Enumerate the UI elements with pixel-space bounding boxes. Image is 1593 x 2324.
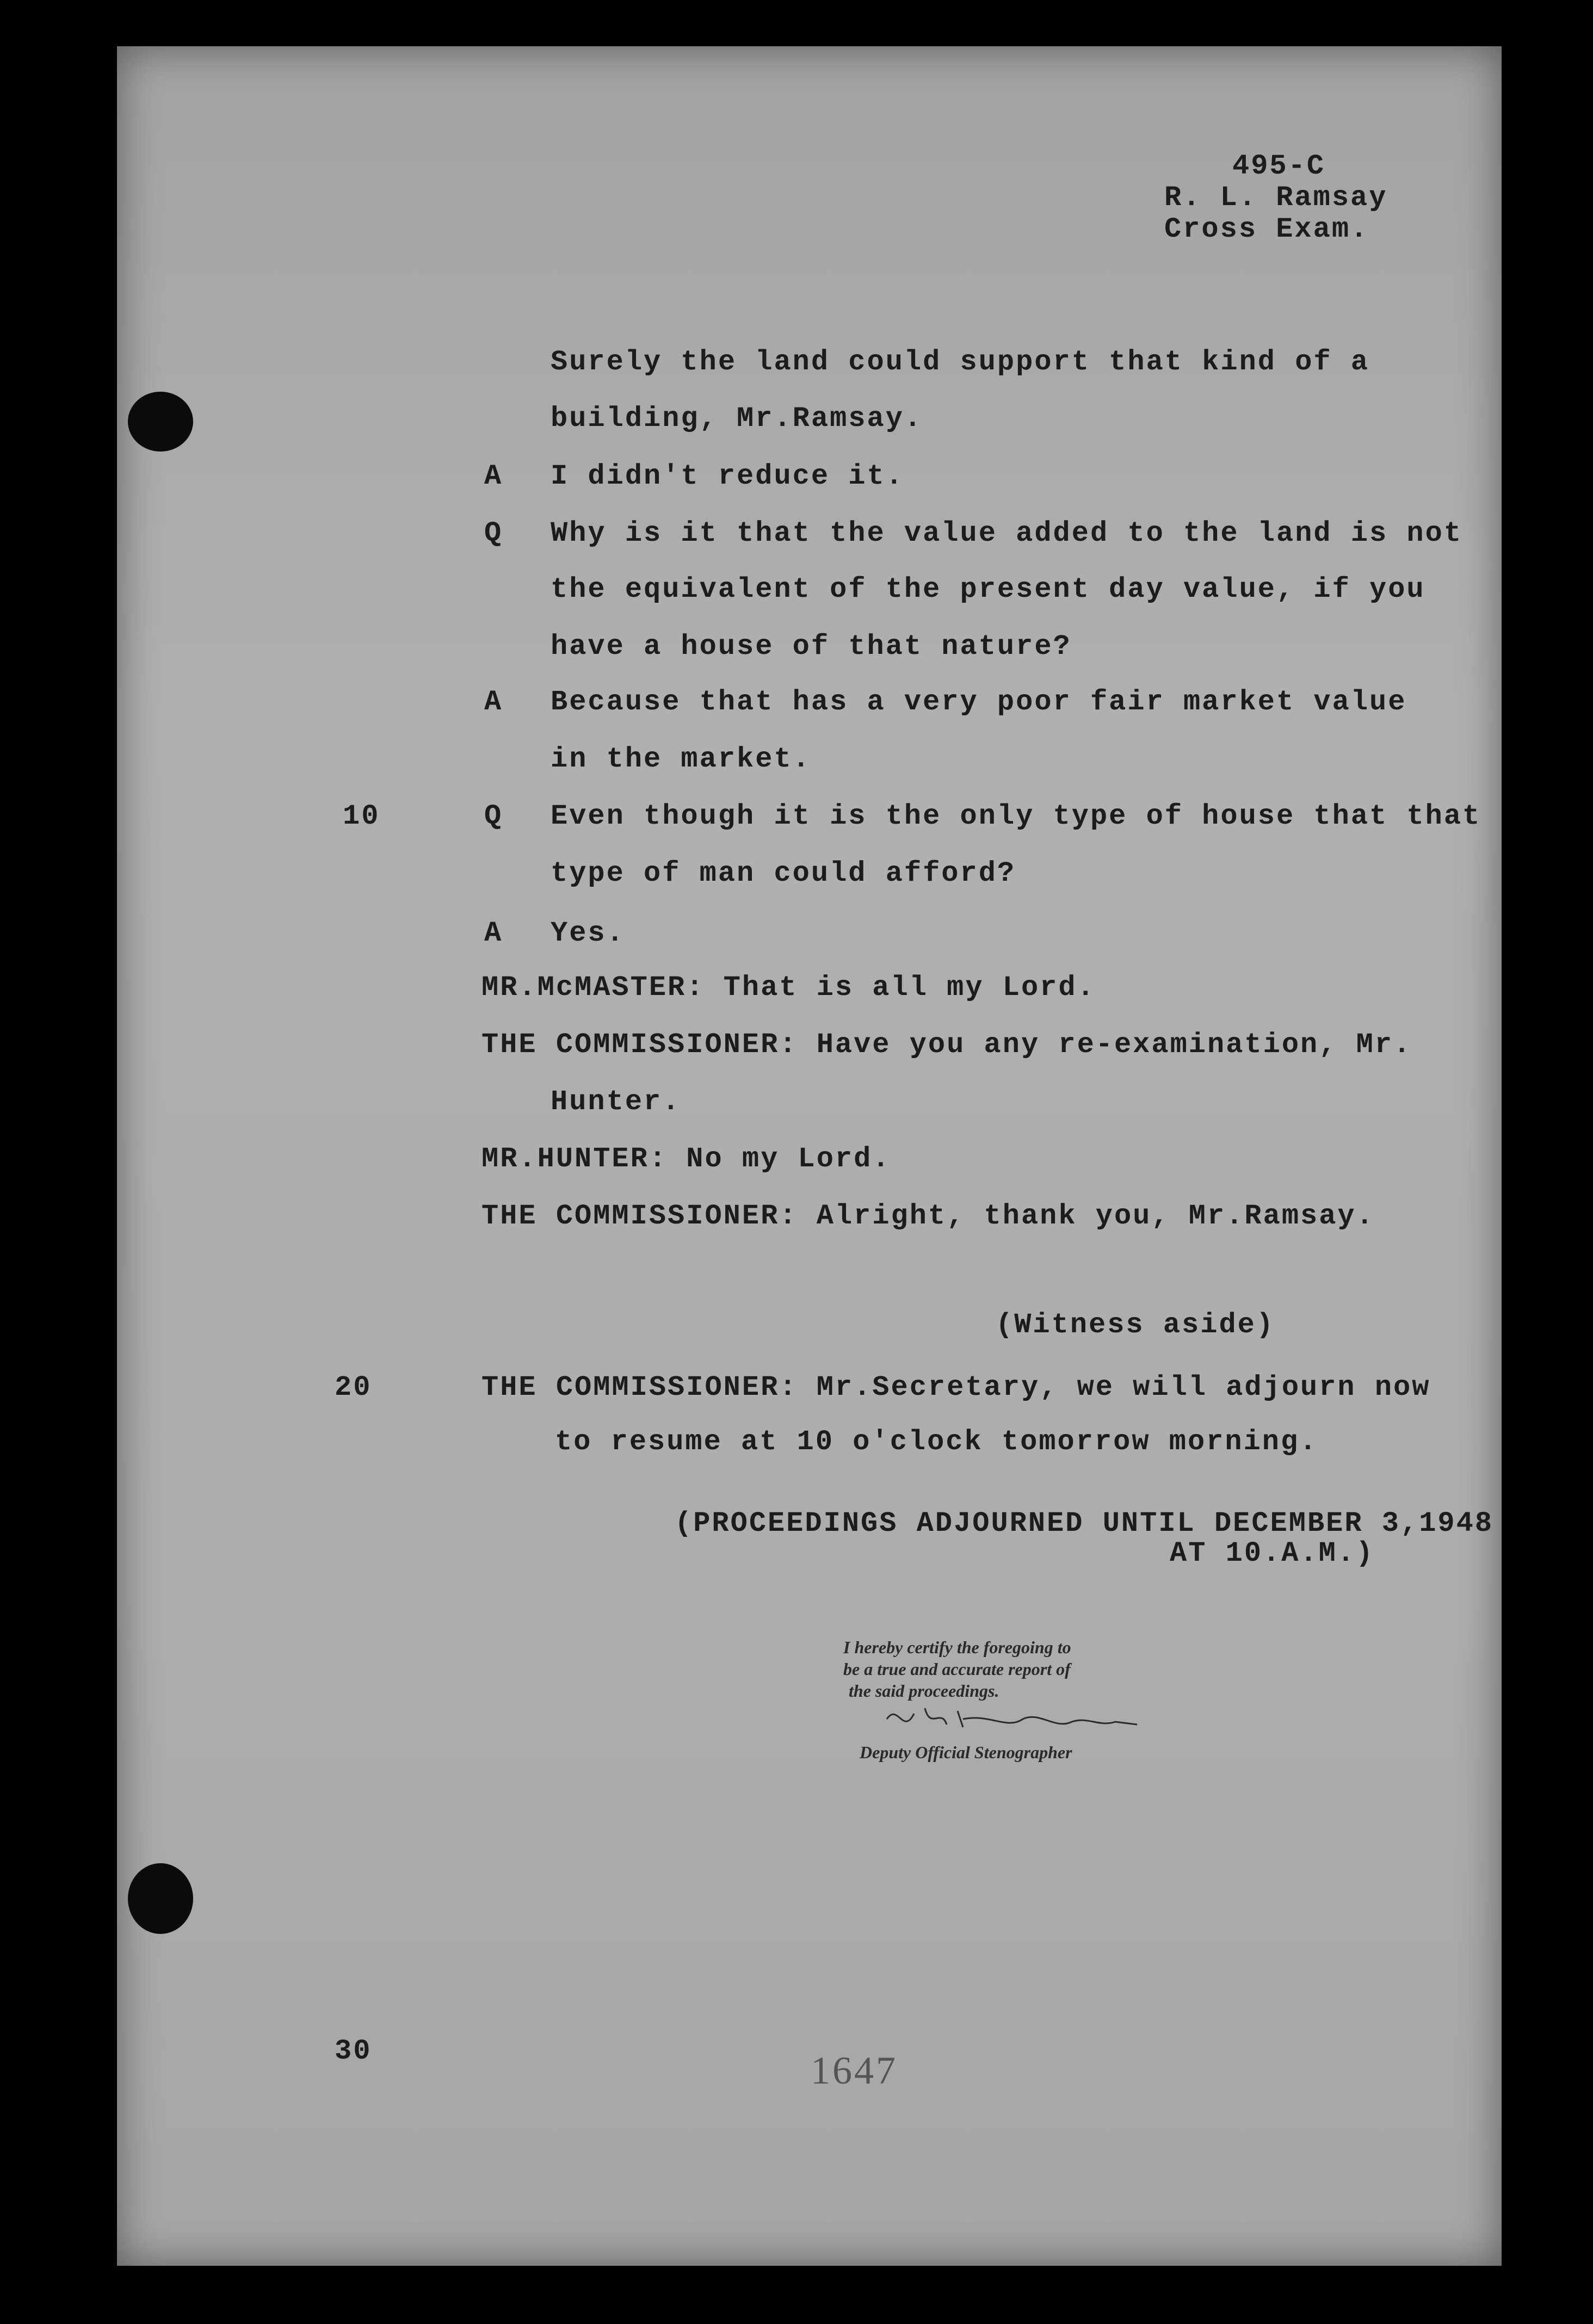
transcript-line: I didn't reduce it. bbox=[551, 460, 904, 492]
speaker-label: Q bbox=[484, 517, 503, 549]
adjournment-time: AT 10.A.M.) bbox=[1170, 1537, 1375, 1569]
transcript-line: Surely the land could support that kind of a bbox=[551, 346, 1370, 378]
exam-type: Cross Exam. bbox=[1164, 213, 1369, 245]
certification-text: be a true and accurate report of bbox=[843, 1659, 1071, 1679]
speaker-label: A bbox=[484, 460, 503, 492]
transcript-line: have a house of that nature? bbox=[551, 631, 1072, 663]
certification-text: I hereby certify the foregoing to bbox=[843, 1637, 1071, 1657]
stenographer-title: Deputy Official Stenographer bbox=[860, 1742, 1072, 1762]
page-number-stamp: 1647 bbox=[811, 2049, 898, 2092]
transcript-line: in the market. bbox=[551, 743, 811, 775]
line-number-10: 10 bbox=[343, 800, 380, 832]
transcript-line: Even though it is the only type of house that that bbox=[551, 800, 1481, 832]
witness-name: R. L. Ramsay bbox=[1164, 182, 1388, 214]
transcript-line: Because that has a very poor fair market value bbox=[551, 686, 1407, 718]
adjournment-notice: (PROCEEDINGS ADJOURNED UNTIL DECEMBER 3,1948 bbox=[675, 1507, 1494, 1540]
stenographer-signature bbox=[881, 1697, 1153, 1741]
line-number-20: 20 bbox=[335, 1371, 372, 1404]
transcript-line: the equivalent of the present day value, if you bbox=[551, 573, 1425, 605]
speaker-label: Q bbox=[484, 800, 503, 832]
transcript-line: Why is it that the value added to the land is not bbox=[551, 517, 1463, 549]
punch-hole-top bbox=[128, 392, 193, 452]
transcript-line: MR.HUNTER: No my Lord. bbox=[481, 1143, 891, 1175]
transcript-line: Yes. bbox=[551, 917, 625, 949]
certification-text: the said proceedings. bbox=[849, 1681, 999, 1701]
speaker-label: A bbox=[484, 686, 503, 718]
speaker-label: A bbox=[484, 917, 503, 949]
page-reference: 495-C bbox=[1232, 150, 1326, 182]
transcript-line: to resume at 10 o'clock tomorrow morning. bbox=[555, 1426, 1318, 1458]
transcript-line: THE COMMISSIONER: Alright, thank you, Mr.Ramsay. bbox=[481, 1200, 1375, 1232]
transcript-line: THE COMMISSIONER: Mr.Secretary, we will adjourn now bbox=[481, 1371, 1431, 1404]
transcript-line: type of man could afford? bbox=[551, 857, 1016, 889]
transcript-line: Hunter. bbox=[551, 1086, 681, 1118]
line-number-30: 30 bbox=[335, 2035, 372, 2067]
transcript-line: MR.McMASTER: That is all my Lord. bbox=[481, 972, 1096, 1004]
transcript-line: building, Mr.Ramsay. bbox=[551, 403, 923, 435]
punch-hole-bottom bbox=[128, 1863, 193, 1934]
transcript-line: THE COMMISSIONER: Have you any re-examination, Mr. bbox=[481, 1029, 1412, 1061]
witness-aside: (Witness aside) bbox=[996, 1309, 1275, 1341]
